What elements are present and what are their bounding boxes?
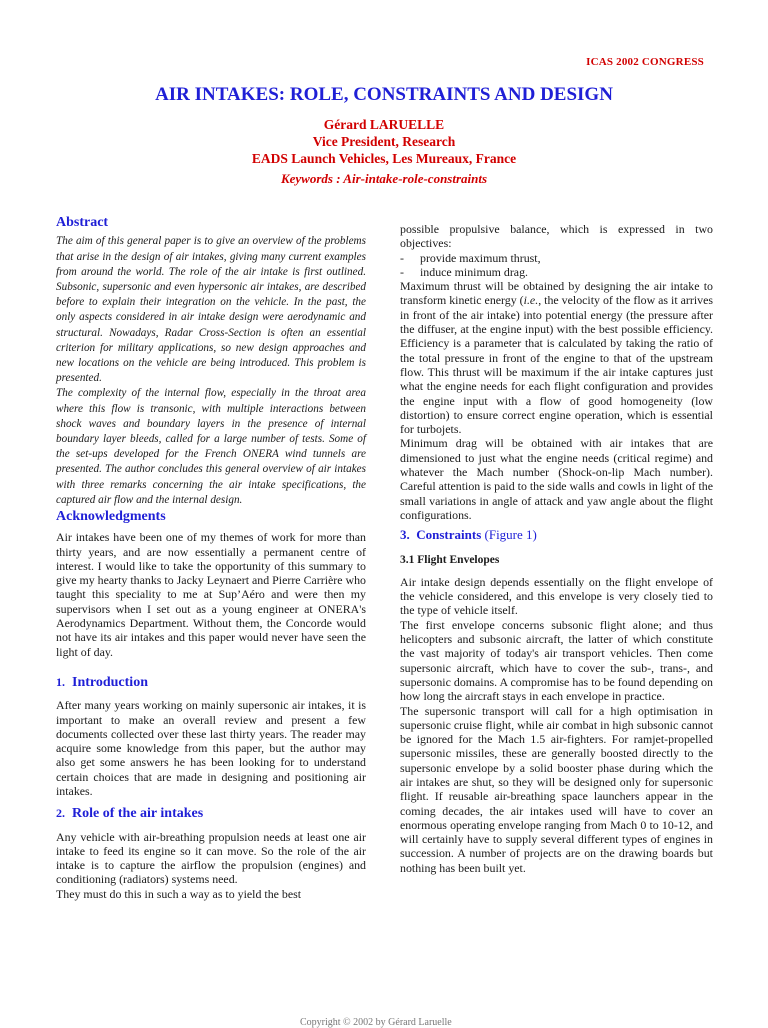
list-item: - induce minimum drag. — [400, 264, 528, 279]
section-number: 2. — [56, 806, 65, 821]
constraints-paragraph-1: Air intake design depends essentially on the flight envelope of the vehicle considered, and this envelope is very closely tied to the type of vehicle itself. — [400, 574, 713, 618]
constraints-heading — [400, 528, 713, 542]
acknowledgments-heading: Acknowledgments — [56, 508, 166, 524]
author-name: Gérard LARUELLE — [323, 117, 445, 132]
section-number: 1. — [56, 674, 65, 689]
ie-abbrev: i.e. — [523, 293, 539, 308]
introduction-text: After many years working on mainly supersonic air intakes, it is important to make an overall review and present a few documents collected over these last thirty years. The reader may acquire some knowledge from this paper, but the author may also get some answers he has been looking for to understand certain choices that are made in designing and positioning air intakes. — [56, 698, 366, 798]
thrust-paragraph — [400, 279, 713, 436]
author-affiliation: EADS Launch Vehicles, Les Mureaux, France — [251, 151, 517, 166]
list-item-text: provide maximum thrust, — [420, 250, 541, 265]
copyright-footer: Copyright © 2002 by Gérard Laruelle — [300, 1017, 452, 1028]
role-heading — [56, 806, 366, 821]
section-title: Constraints — [416, 527, 482, 543]
thrust-text-end: , the velocity of the flow as it arrives in front of the air intake) into potential energy (the pressure after the diffuser, at the engine input) with the best possible efficiency. Efficiency is a parameter that is calculated by taking the ratio of the total pressure in front of the engine to that of the upstream flow. This thrust will be maximum if the air intake captures just what the engine needs for each flight configuration and provides the engine input with a flow of good homogeneity (low distortion) to ensure correct engine operation, which is essential for turbojets. — [400, 293, 713, 437]
paper-title: AIR INTAKES: ROLE, CONSTRAINTS AND DESIGN — [155, 84, 613, 105]
left-column — [56, 216, 366, 901]
abstract-heading: Abstract — [56, 215, 109, 230]
flight-envelopes-heading: 3.1 Flight Envelopes — [400, 553, 500, 566]
abstract-paragraph-1: The aim of this general paper is to give an overview of the problems that arise in the design of air intakes, giving many current examples from around the world. The role of the air intake is first outlined. Subsonic, supersonic and even hypersonic air intakes, are described before to explain their integration on the vehicle. In the past, the only aspects considered in air intake design were aerodynamic and structural. Nowadays, Radar Cross-Section is often an essential criterion for military applications, so new design approaches and new locations on the vehicle are being introduced. This problem is presented. — [56, 235, 366, 385]
list-item-text: induce minimum drag. — [420, 264, 528, 279]
acknowledgments-text: Air intakes have been one of my themes of work for more than thirty years, and are now essentially a permanent centre of interest. I would like to take the opportunity of this summary to give my hearty thanks to Jacky Leynaert and Pierre Carrière who taught this speciality to me at Sup’Aéro and were then my supervisors when I set out as a young engineer at ONERA's Aerodynamics Department. Without them, the Concorde would not have its air intakes and this paper would never have seen the light of day. — [56, 530, 366, 659]
role-paragraph-1: Any vehicle with air-breathing propulsion needs at least one air intake to feed its engine so it can move. So the role of the air intake is to capture the airflow the propulsion (engines) and conditioning (radiators) systems need. — [56, 829, 366, 887]
list-item: - provide maximum thrust, — [400, 250, 541, 265]
role-paragraph-2: They must do this in such a way as to yield the best — [56, 886, 302, 901]
congress-label: ICAS 2002 CONGRESS — [586, 56, 704, 68]
section-number: 3. — [400, 527, 410, 543]
drag-paragraph: Minimum drag will be obtained with air intakes that are dimensioned to just what the engine needs (critical regime) and whatever the Mach number (Shock-on-lip Mach number). Careful attention is paid to the side walls and cowls in light of the small variations in angle of attack and yaw angle about the flight configurations. — [400, 436, 713, 522]
section-title: Introduction — [72, 674, 148, 690]
section-title: Role of the air intakes — [72, 806, 204, 822]
keywords: Keywords : Air-intake-role-constraints — [280, 171, 488, 186]
constraints-paragraph-3: The supersonic transport will call for a high optimisation in supersonic cruise flight, while air combat in high subsonic cannot be ignored for the Mach 1.5 air-fighters. For ramjet-propelled supersonic missiles, these are generally boosted directly to the supersonic envelope by a solid booster phase during which the air intakes are shut, so they will be designed only for supersonic flight. If reusable air-breathing space launchers appear in the coming decades, the air intakes used will have to cover an enormous operating envelope ranging from Mach 0 to 10-12, and will certainly have to supply several different types of engines in succession. A number of projects are on the drawing boards but nothing has been built yet. — [400, 703, 713, 875]
figure-reference: (Figure 1) — [484, 527, 537, 543]
author-position: Vice President, Research — [312, 134, 456, 149]
abstract-body — [56, 234, 366, 508]
introduction-heading — [56, 675, 366, 690]
right-column — [400, 222, 713, 875]
abstract-paragraph-2: The complexity of the internal flow, especially in the throat area where this flow is transonic, with multiple interactions between shock waves and boundary layers in the presence of internal boundary layer bleeds, called for a large number of tests. Some of the set-ups developed for the French ONERA wind tunnels are presented. The author concludes this general overview of air intakes with three remarks concerning the air intake specifications, the captured air flow and the internal design. — [56, 387, 366, 506]
role-continuation: possible propulsive balance, which is expressed in two objectives: — [400, 222, 713, 251]
paper-header — [0, 84, 768, 187]
thrust-text-start: Maximum thrust will be obtained by designing the air intake to transform kinetic energy ( — [400, 279, 713, 308]
constraints-paragraph-2: The first envelope concerns subsonic flight alone; and thus helicopters and subsonic aircraft, the latter of which constitute the vast majority of today's air transport vehicles. Then come supersonic aircraft, which have to cover the sub-, trans-, and supersonic domains. A compromise has to be found depending on how long the aircraft stays in each envelope in practice. — [400, 617, 713, 704]
